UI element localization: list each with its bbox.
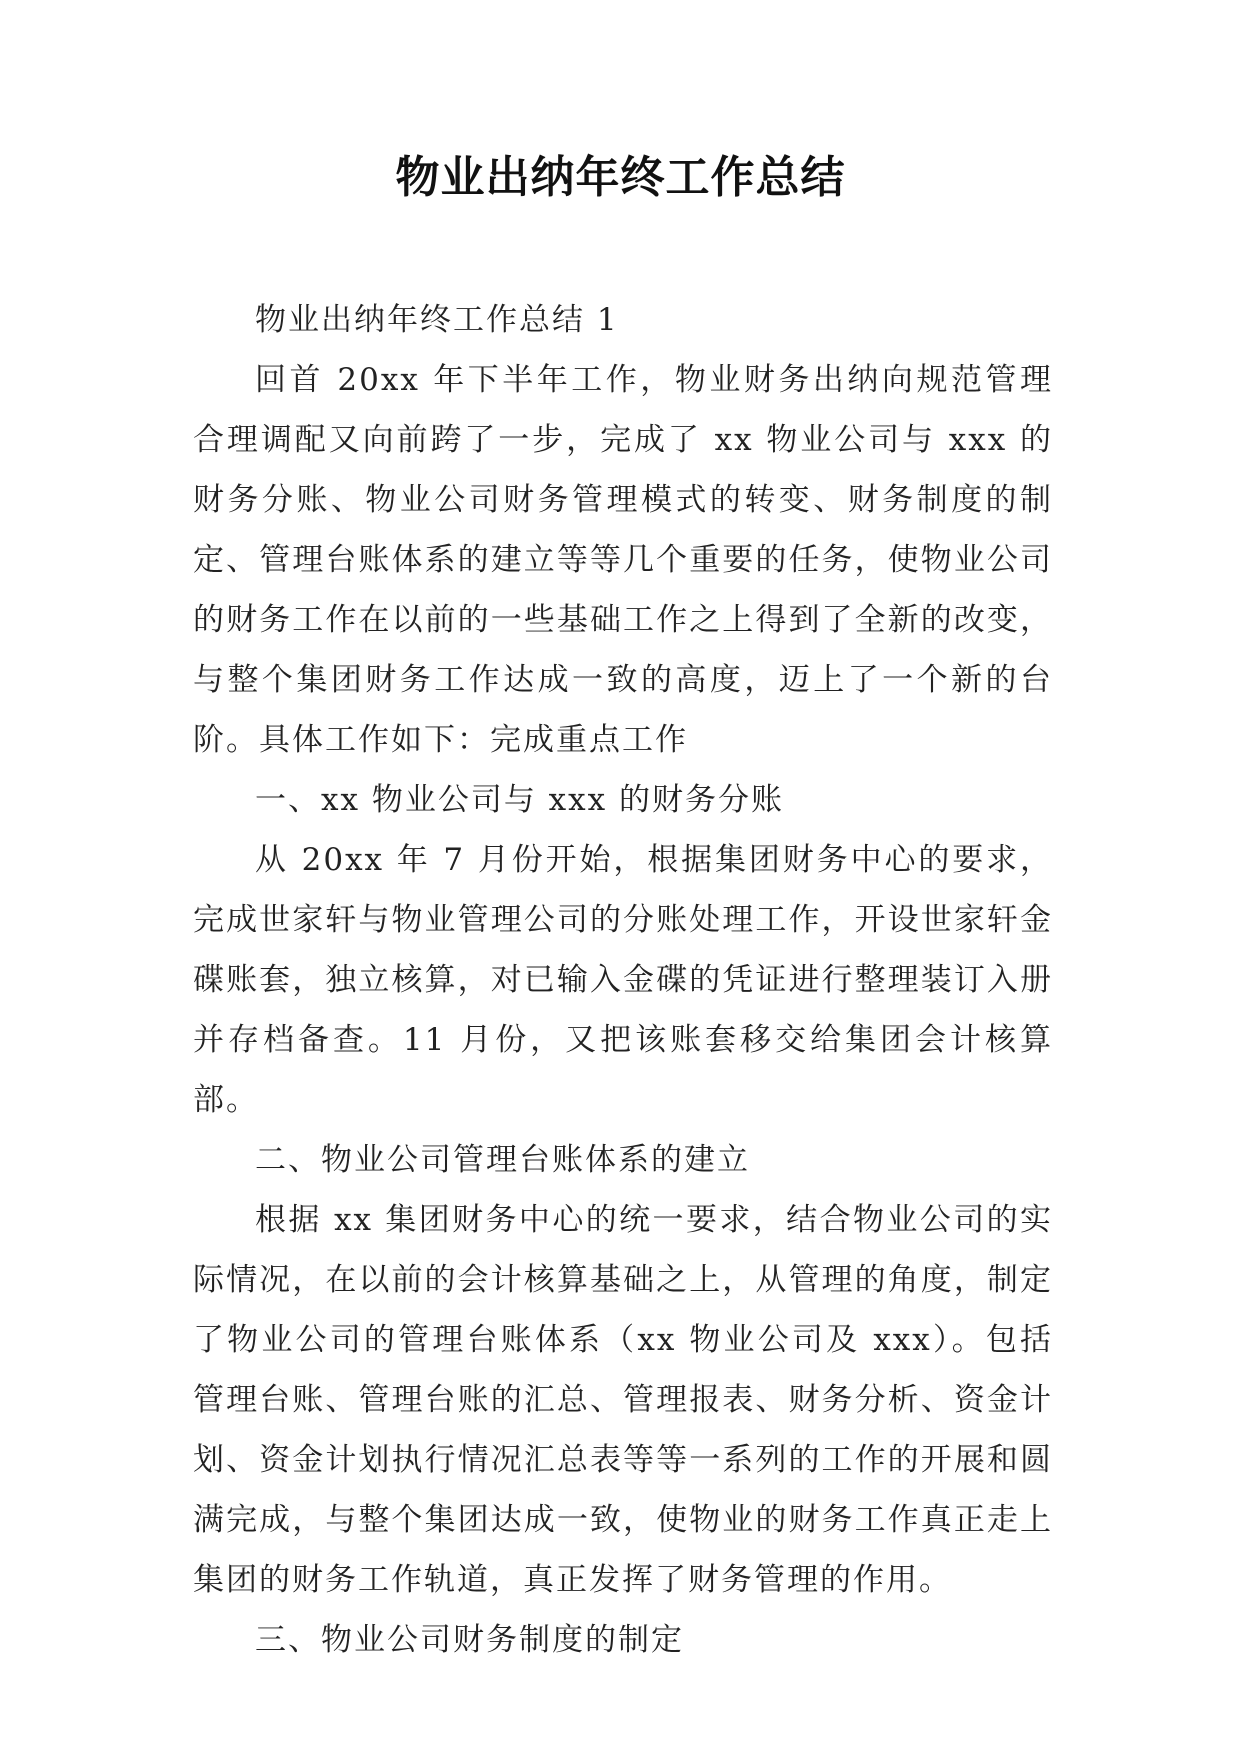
body-paragraph: 从 20xx 年 7 月份开始，根据集团财务中心的要求，完成世家轩与物业管理公司的分账处理工作，开设世家轩金碟账套，独立核算，对已输入金碟的凭证进行整理装订入册并存档备查。11 月份，又把该账套移交给集团会计核算部。	[193, 842, 1053, 1118]
section-heading: 二、物业公司管理台账体系的建立	[255, 1142, 750, 1178]
body-paragraph: 回首 20xx 年下半年工作，物业财务出纳向规范管理合理调配又向前跨了一步，完成了 xx 物业公司与 xxx 的财务分账、物业公司财务管理模式的转变、财务制度的制定、管理台账体系的建立等等几个重要的任务，使物业公司的财务工作在以前的一些基础工作之上得到了全新的改变，与整个集团财务工作达成一致的高度，迈上了一个新的台阶。具体工作如下：完成重点工作	[193, 362, 1053, 758]
body-paragraph: 根据 xx 集团财务中心的统一要求，结合物业公司的实际情况，在以前的会计核算基础之上，从管理的角度，制定了物业公司的管理台账体系（xx 物业公司及 xxx）。包括管理台账、管理台账的汇总、管理报表、财务分析、资金计划、资金计划执行情况汇总表等等一系列的工作的开展和圆满完成，与整个集团达成一致，使物业的财务工作真正走上集团的财务工作轨道，真正发挥了财务管理的作用。	[193, 1202, 1053, 1598]
section-heading: 物业出纳年终工作总结 1	[255, 302, 619, 338]
section-heading: 一、xx 物业公司与 xxx 的财务分账	[255, 782, 784, 818]
document-body	[193, 290, 1053, 1670]
document-title: 物业出纳年终工作总结	[395, 152, 846, 203]
section-heading: 三、物业公司财务制度的制定	[255, 1622, 684, 1658]
